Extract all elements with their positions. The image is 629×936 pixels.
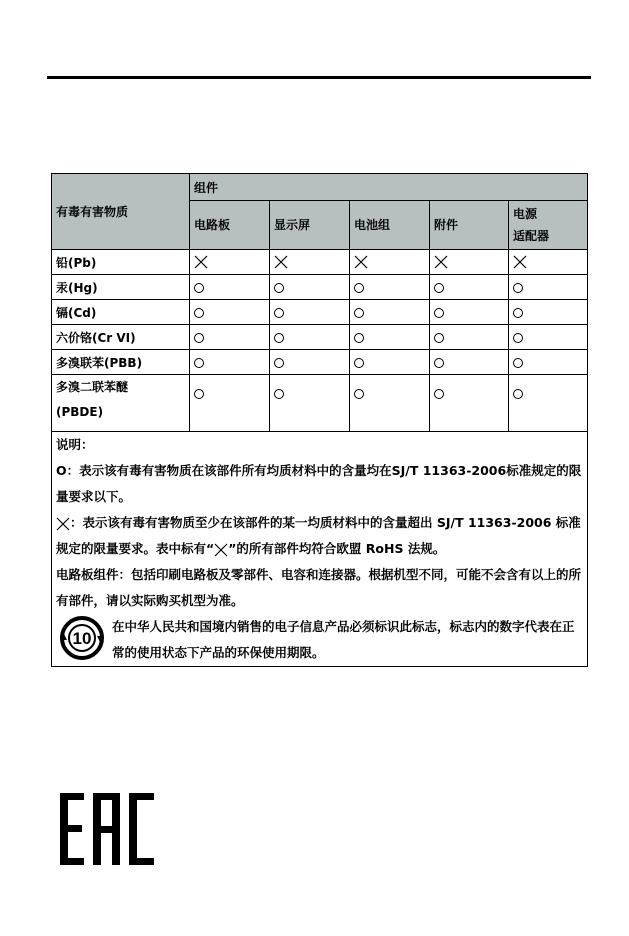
compliance-cell [430, 300, 509, 325]
compliance-cell [190, 275, 270, 300]
compliance-cell [190, 325, 270, 350]
circle-icon [354, 308, 364, 318]
circle-icon [354, 333, 364, 343]
o-note: O：表示该有毒有害物质在该部件所有均质材料中的含量均在SJ/T 11363-2006标准规定的限量要求以下。 [56, 463, 582, 504]
notes-cell [52, 432, 588, 667]
circle-icon [194, 389, 204, 399]
compliance-cell [190, 350, 270, 375]
substance-header: 有毒有害物质 [52, 174, 190, 250]
hazardous-substances-table [51, 173, 588, 667]
circle-icon [354, 389, 364, 399]
compliance-cell [509, 300, 588, 325]
compliance-cell [190, 300, 270, 325]
compliance-cell [350, 375, 430, 432]
substance-name: 多溴二联苯醚 (PBDE) [52, 375, 190, 432]
eac-logo [60, 793, 154, 865]
table-row [52, 275, 588, 300]
circle-icon [513, 308, 523, 318]
efup-note-text: 在中华人民共和国境内销售的电子信息产品必须标识此标志，标志内的数字代表在正常的使用状态下产品的环保使用期限。 [112, 619, 575, 660]
pcb-note: 电路板组件：包括印刷电路板及零部件、电容和连接器。根据机型不同，可能不会含有以上的所有部件，请以实际购买机型为准。 [56, 567, 582, 608]
compliance-cell [430, 350, 509, 375]
compliance-cell [350, 325, 430, 350]
circle-icon [194, 308, 204, 318]
compliance-cell [350, 250, 430, 275]
circle-icon [354, 283, 364, 293]
circle-icon [274, 358, 284, 368]
cross-icon [214, 543, 228, 557]
compliance-cell [270, 325, 350, 350]
compliance-cell [270, 300, 350, 325]
efup-years: 10 [72, 629, 92, 648]
circle-icon [434, 389, 444, 399]
circle-icon [513, 333, 523, 343]
substance-name: 铅(Pb) [52, 250, 190, 275]
table-row [52, 300, 588, 325]
substance-name: 六价铬(Cr VI) [52, 325, 190, 350]
circle-icon [513, 358, 523, 368]
circle-icon [274, 333, 284, 343]
circle-icon [434, 358, 444, 368]
compliance-cell [509, 375, 588, 432]
component-header: 附件 [430, 201, 509, 250]
circle-icon [513, 389, 523, 399]
cross-icon [434, 255, 448, 269]
substance-name: 镉(Cd) [52, 300, 190, 325]
top-rule [47, 76, 591, 79]
compliance-cell [270, 375, 350, 432]
compliance-cell [509, 325, 588, 350]
compliance-cell [430, 325, 509, 350]
compliance-cell [350, 350, 430, 375]
table-row [52, 350, 588, 375]
compliance-cell [509, 250, 588, 275]
cross-icon [194, 255, 208, 269]
circle-icon [274, 389, 284, 399]
compliance-cell [270, 250, 350, 275]
circle-icon [354, 358, 364, 368]
component-header: 电源 适配器 [509, 201, 588, 250]
table-row [52, 375, 588, 432]
cross-icon [513, 255, 527, 269]
cross-icon [56, 517, 70, 531]
table-row [52, 250, 588, 275]
table-row [52, 325, 588, 350]
substance-name: 汞(Hg) [52, 275, 190, 300]
cross-icon [354, 255, 368, 269]
component-header: 显示屏 [270, 201, 350, 250]
circle-icon [274, 308, 284, 318]
substance-name: 多溴联苯(PBB) [52, 350, 190, 375]
circle-icon [434, 308, 444, 318]
component-group-header: 组件 [190, 174, 588, 201]
circle-icon [194, 333, 204, 343]
compliance-cell [270, 350, 350, 375]
compliance-cell [190, 375, 270, 432]
component-header: 电池组 [350, 201, 430, 250]
circle-icon [274, 283, 284, 293]
circle-icon [194, 283, 204, 293]
compliance-cell [190, 250, 270, 275]
circle-icon [434, 333, 444, 343]
compliance-cell [509, 275, 588, 300]
cross-icon [274, 255, 288, 269]
component-header: 电路板 [190, 201, 270, 250]
compliance-cell [270, 275, 350, 300]
efup-note [56, 614, 583, 666]
x-note [56, 510, 583, 562]
x-note-text-b: ”的所有部件均符合欧盟 RoHS 法规。 [228, 541, 446, 556]
x-note-text-a: ：表示该有毒有害物质至少在该部件的某一均质材料中的含量超出 SJ/T 11363-2006 标准规定的限量要求。表中标有“ [56, 515, 581, 556]
circle-icon [513, 283, 523, 293]
notes-title: 说明： [56, 437, 94, 452]
compliance-cell [509, 350, 588, 375]
efup-seal-icon [58, 614, 106, 662]
compliance-cell [350, 275, 430, 300]
circle-icon [434, 283, 444, 293]
compliance-cell [430, 375, 509, 432]
compliance-cell [430, 250, 509, 275]
circle-icon [194, 358, 204, 368]
compliance-cell [430, 275, 509, 300]
compliance-cell [350, 300, 430, 325]
